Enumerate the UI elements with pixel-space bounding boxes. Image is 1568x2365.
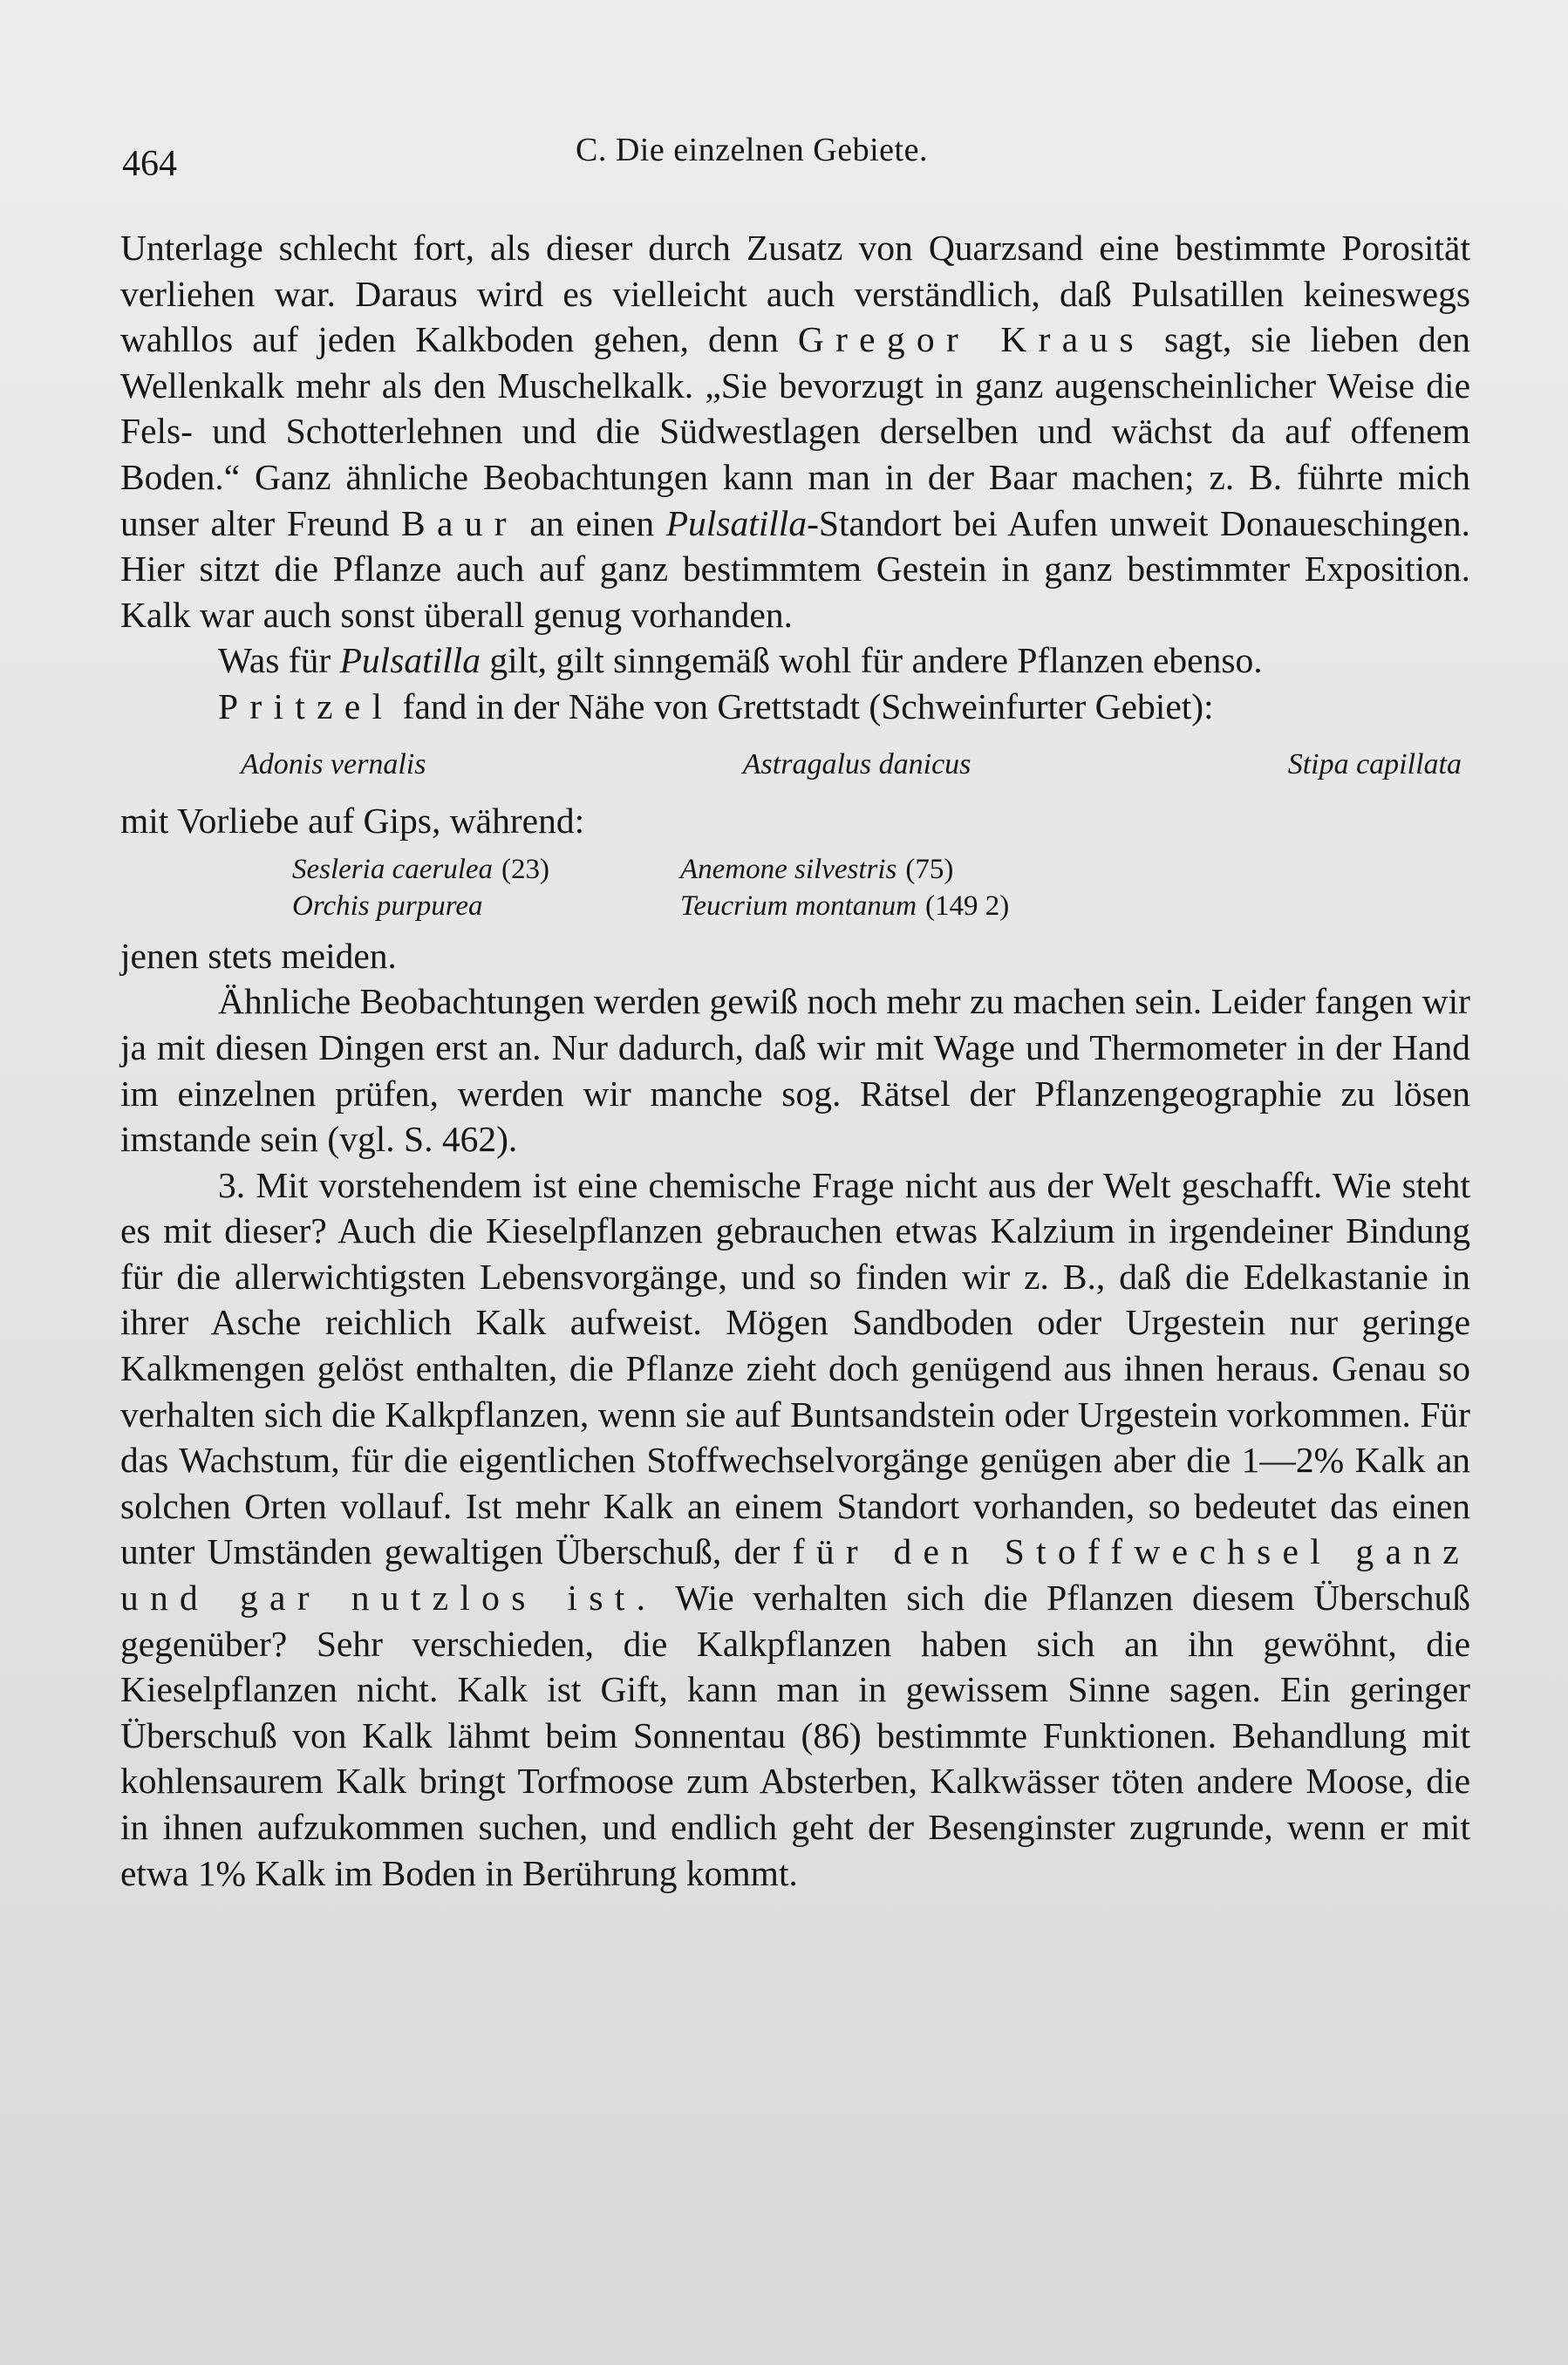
species-name: Stipa capillata [1287,747,1462,780]
paragraph-pritzel [120,684,1470,730]
paragraph-meiden [120,933,1470,979]
page-body [120,225,1470,1896]
species-name: Teucrium montanum [680,889,917,922]
text-segment: Ähnliche Beobachtungen werden gewiß noch mehr zu machen sein. Leider fangen wir ja mit diesen Dingen erst an. Nur dadurch, daß wir mit Wage und Thermometer in der Hand im einzelnen prüfen, werden wir manche sog. Rätsel der Pflanzengeographie zu lösen imstande sein (vgl. S. 462). [120,981,1470,1160]
reference-number: (149 2) [925,889,1010,922]
species-name: Adonis vernalis [241,747,426,780]
species-entry [680,888,1134,924]
text-segment: Was für [218,640,331,681]
text-segment: 3. Mit vorstehendem ist eine chemische Frage nicht aus der Welt geschafft. Wie steht es mit dieser? Auch die Kieselpflanzen gebrauchen etwas Kalzium in irgendeiner Bindung für die allerwichtigsten Lebensvorgänge, und so finden wir z. B., daß die Edelkastanie in ihrer Asche reichlich Kalk aufweist. Mögen Sandboden oder Urgestein nur geringe Kalkmengen gelöst enthalten, die Pflanze zieht doch genügend aus ihnen heraus. Genau so verhalten sich die Kalkpflanzen, wenn sie auf Buntsandstein oder Urgestein vorkommen. Für das Wachstum, für die eigentlichen Stoffwechselvorgänge genügen aber die 1—2% Kalk an solchen Orten vollauf. Ist mehr Kalk an einem Standort vorhanden, so bedeutet das einen unter Umständen gewaltigen Überschuß, der [120,1164,1470,1572]
page-header [122,131,1465,192]
running-head: C. Die einzelnen Gebiete. [576,132,928,168]
species-name: Orchis purpurea [292,889,483,922]
species-italic: Pulsatilla [665,502,808,543]
text-segment: Wie verhalten sich die Pflanzen diesem Überschuß gegenüber? Sehr verschieden, die Kalkpflanzen haben sich an ihn gewöhnt, die Kieselpflanzen nicht. Kalk ist Gift, kann man in gewissem Sinne sagen. Ein geringer Überschuß von Kalk lähmt beim Sonnentau (86) bestimmte Funktionen. Behandlung mit kohlensaurem Kalk bringt Torfmoose zum Absterben, Kalkwässer töten andere Moose, die in ihnen aufzukommen suchen, und endlich geht der Besenginster zugrunde, wenn er mit etwa 1% Kalk im Boden in Berührung kommt. [120,1578,1470,1893]
species-list-gips [120,730,1470,799]
reference-number: (75) [905,853,954,885]
species-entry [292,851,680,888]
page-number: 464 [122,144,177,184]
reference-number: (23) [501,853,550,885]
emphasis-spaced: für den Stoffwechsel ganz und gar nutzlos ist. [120,1531,1470,1619]
author-name-spaced: Pritzel [218,685,394,726]
species-italic: Pulsatilla [339,640,481,681]
species-list-avoid [120,844,1470,933]
paragraph-continuation [120,225,1470,637]
text-segment: mit Vorliebe auf Gips, während: [120,801,585,842]
text-segment: fand in der Nähe von Grettstadt (Schweinfurter Gebiet): [402,685,1214,726]
text-segment: Unterlage schlecht fort, als dieser durch Zusatz von Quarzsand eine bestimmte Porosität verliehen war. Daraus wird es vielleicht auch verständlich, daß Pulsatillen keineswegs wahllos auf jeden Kalkboden gehen, denn [120,228,1470,360]
paragraph-gips [120,798,1470,844]
species-entry [292,888,680,924]
species-name: Anemone silvestris [680,853,897,885]
species-name: Sesleria caerulea [292,853,494,885]
species-entry [680,851,1134,888]
author-name-spaced: Baur [401,502,518,543]
text-segment: jenen stets meiden. [120,935,397,976]
text-segment: -Standort bei Aufen unweit Donaueschingen. Hier sitzt die Pflanze auch auf ganz bestimmtem Gestein in ganz bestimmter Exposition. Kalk war auch sonst überall genug vorhanden. [120,502,1470,635]
paragraph-section-3 [120,1162,1470,1897]
text-segment: gilt, gilt sinngemäß wohl für andere Pflanzen ebenso. [489,640,1263,681]
species-name: Astragalus danicus [742,747,971,780]
author-name-spaced: Gregor Kraus [797,319,1145,360]
paragraph-pulsatilla [120,637,1470,684]
text-segment: sagt, sie lieben den Wellenkalk mehr als den Muschelkalk. „Sie bevorzugt in ganz augenscheinlicher Weise die Fels- und Schotterlehnen und die Südwestlagen derselben und wächst da auf offenem Boden.“ Ganz ähnliche Beobachtungen kann man in der Baar machen; z. B. führte mich unser alter Freund [120,319,1471,543]
text-segment: an einen [529,502,655,543]
paragraph-beobachtungen [120,978,1470,1162]
